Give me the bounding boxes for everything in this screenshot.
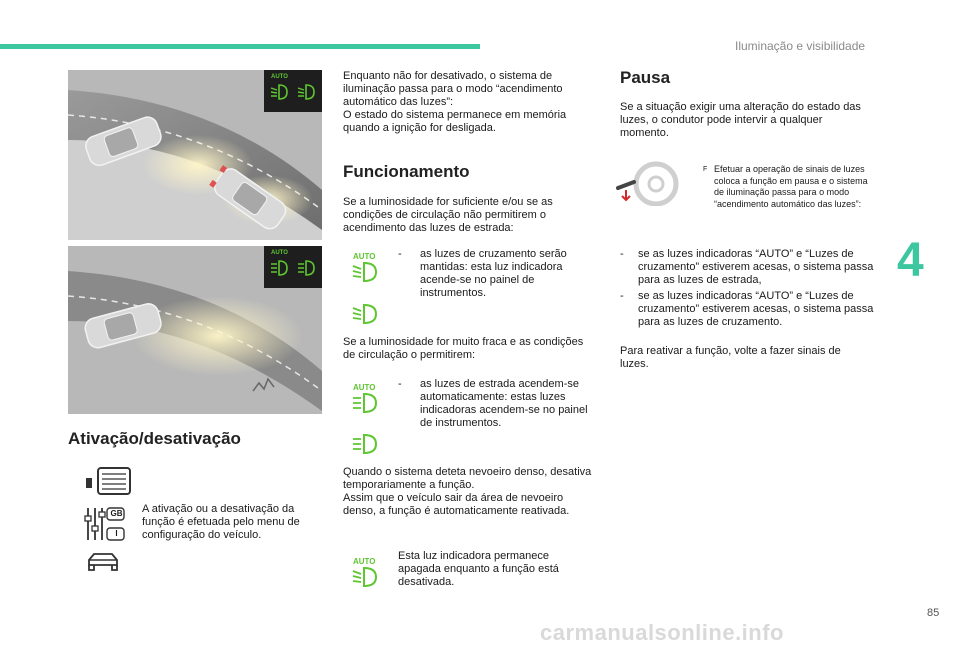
- bullet-high-beam: [398, 378, 588, 430]
- indicator-off-text: Esta luz indicadora permanece apagada enquanto a função está desativada.: [398, 550, 559, 588]
- heading-activation: Ativação/desativação: [68, 429, 241, 448]
- page-number: 85: [927, 607, 940, 619]
- bullet-dash: -: [620, 290, 624, 302]
- auto-high-beam-indicator: [350, 383, 384, 419]
- auto-label: AUTO: [271, 250, 288, 256]
- pause-bullet-1-text: se as luzes indicadoras “AUTO” e “Luzes de cruzamento” estiverem acesas, o sistema passa para as luzes de estrada,: [638, 248, 874, 286]
- auto-label: AUTO: [353, 557, 376, 566]
- auto-low-beam-indicator: [350, 252, 384, 288]
- flash-instruction-text: Efetuar a operação de sinais de luzes coloca a função em pausa e o sistema de iluminação passa para o modo “acendimento automático das luzes”:: [714, 164, 868, 209]
- heading-operation: Funcionamento: [343, 162, 470, 181]
- steering-wheel-stalk-icon: [612, 160, 688, 206]
- auto-label: AUTO: [353, 252, 376, 261]
- dashboard-indicator-panel: [264, 70, 322, 112]
- watermark: carmanualsonline.info: [540, 620, 784, 645]
- bullet-low-beam: [398, 248, 588, 300]
- pause-text-1: Se a situação exigir uma alteração do estado das luzes, o condutor pode intervir a qualquer momento.: [620, 101, 861, 139]
- header-accent-bar: [0, 44, 480, 49]
- auto-off-indicator: [350, 557, 384, 593]
- intro-text: Enquanto não for desativado, o sistema de iluminação passa para o modo “acendimento automático das luzes”: O estado do sistema permanece em memória quando a ignição for desligada.: [343, 70, 567, 134]
- low-beam-auto-icon: [350, 566, 384, 588]
- auto-label: AUTO: [353, 383, 376, 392]
- vehicle-icon: [86, 551, 120, 573]
- high-beam-icon: [350, 433, 384, 455]
- bullet-high-beam-text: as luzes de estrada acendem-se automaticamente: estas luzes indicadoras acendem-se no painel de instrumentos.: [420, 378, 588, 429]
- gb-label: GB: [110, 509, 123, 518]
- low-beam-icon: [350, 303, 384, 325]
- operation-text-fog: Quando o sistema deteta nevoeiro denso, desativa temporariamente a função. Assim que o veículo sair da área de nevoeiro denso, a função é automaticamente reativada.: [343, 466, 592, 517]
- section-title: Iluminação e visibilidade: [735, 39, 866, 53]
- high-beam-auto-icon: [269, 259, 291, 277]
- i-label: I: [115, 529, 118, 538]
- bullet-marker: F: [703, 166, 708, 173]
- low-beam-auto-icon: [269, 83, 291, 101]
- pause-bullet-2-text: se as luzes indicadoras “AUTO” e “Luzes de cruzamento” estiverem acesas, o sistema passa para as luzes de cruzamento.: [638, 290, 874, 328]
- chapter-number: 4: [897, 234, 924, 287]
- operation-text-2: Se a luminosidade for muito fraca e as condições de circulação o permitirem:: [343, 336, 584, 361]
- heading-pause: Pausa: [620, 68, 671, 87]
- bullet-dash: -: [398, 248, 402, 260]
- pause-bullet-2: [620, 290, 875, 329]
- flash-instruction: [703, 164, 873, 210]
- auto-label: AUTO: [271, 74, 288, 80]
- operation-text-1: Se a luminosidade for suficiente e/ou se as condições de circulação não permitirem o acendimento das luzes de estrada:: [343, 196, 553, 234]
- high-beam-icon: [296, 259, 318, 277]
- bullet-dash: -: [620, 248, 624, 260]
- dashboard-indicator-panel: [264, 246, 322, 288]
- bullet-dash: -: [398, 378, 402, 390]
- illustration-high-beam: [68, 246, 322, 414]
- reactivate-text: Para reativar a função, volte a fazer sinais de luzes.: [620, 345, 841, 370]
- activation-text: A ativação ou a desativação da função é efetuada pelo menu de configuração do veículo.: [142, 503, 300, 541]
- illustration-low-beam: [68, 70, 322, 240]
- high-beam-auto-icon: [350, 392, 384, 414]
- pause-bullet-1: [620, 248, 875, 287]
- touchscreen-menu-icon: [86, 466, 132, 498]
- bullet-low-beam-text: as luzes de cruzamento serão mantidas: esta luz indicadora acende-se no painel de instrumentos.: [420, 248, 567, 299]
- low-beam-auto-icon: [350, 261, 384, 283]
- low-beam-icon: [296, 83, 318, 101]
